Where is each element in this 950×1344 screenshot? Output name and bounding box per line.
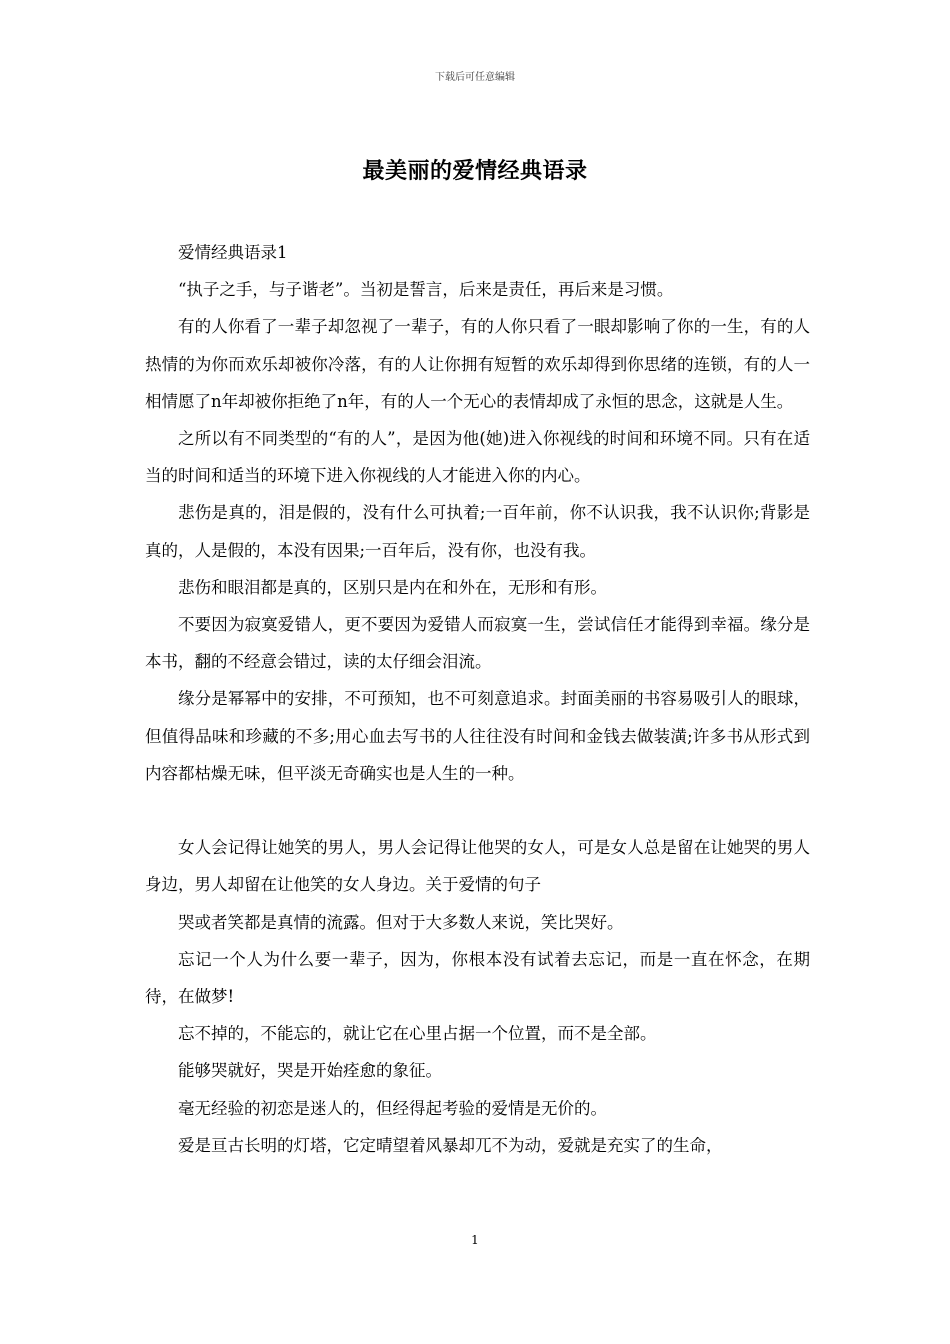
paragraph: 不要因为寂寞爱错人，更不要因为爱错人而寂寞一生，尝试信任才能得到幸福。缘分是本书，翻的不经意会错过，读的太仔细会泪流。 (145, 615, 810, 672)
paragraph: 缘分是幂幂中的安排，不可预知，也不可刻意追求。封面美丽的书容易吸引人的眼球，但值得品味和珍藏的不多;用心血去写书的人往往没有时间和金钱去做装潢;许多书从形式到内容都枯燥无味，但平淡无奇确实也是人生的一种。 (145, 689, 810, 783)
header-note: 下载后可任意编辑 (435, 72, 515, 83)
paragraph: 悲伤和眼泪都是真的，区别只是内在和外在，无形和有形。 (178, 577, 607, 597)
paragraph: 悲伤是真的，泪是假的，没有什么可执着;一百年前，你不认识我，我不认识你;背影是真的，人是假的，本没有因果;一百年后，没有你，也没有我。 (145, 503, 810, 560)
document-title: 最美丽的爱情经典语录 (362, 159, 588, 184)
paragraph: 爱是亘古长明的灯塔，它定晴望着风暴却兀不为动，爱就是充实了的生命， (178, 1135, 723, 1155)
document-body (145, 234, 810, 1164)
paragraph: 忘记一个人为什么要一辈子，因为，你根本没有试着去忘记，而是一直在怀念，在期待，在做梦! (145, 949, 810, 1007)
blank-line (145, 792, 810, 829)
paragraph: 忘不掉的，不能忘的，就让它在心里占据一个位置，而不是全部。 (178, 1024, 657, 1044)
paragraph: 有的人你看了一辈子却忽视了一辈子，有的人你只看了一眼却影响了你的一生，有的人热情的为你而欢乐却被你冷落，有的人让你拥有短暂的欢乐却得到你思绪的连锁，有的人一相情愿了n年却被你拒绝了n年，有的人一个无心的表情却成了永恒的思念，这就是人生。 (145, 317, 810, 411)
paragraph: “执子之手，与子谐老”。当初是誓言，后来是责任，再后来是习惯。 (178, 280, 674, 300)
paragraph: 女人会记得让她笑的男人，男人会记得让他哭的女人，可是女人总是留在让她哭的男人身边，男人却留在让他笑的女人身边。关于爱情的句子 (145, 838, 810, 895)
paragraph: 哭或者笑都是真情的流露。但对于大多数人来说，笑比哭好。 (178, 912, 624, 932)
page-number: 1 (471, 1233, 479, 1247)
paragraph: 之所以有不同类型的“有的人”，是因为他(她)进入你视线的时间和环境不同。只有在适当的时间和适当的环境下进入你视线的人才能进入你的内心。 (145, 429, 810, 486)
paragraph: 能够哭就好，哭是开始痊愈的象征。 (178, 1061, 442, 1081)
paragraph: 毫无经验的初恋是迷人的，但经得起考验的爱情是无价的。 (178, 1098, 607, 1118)
paragraph: 爱情经典语录1 (178, 243, 288, 262)
